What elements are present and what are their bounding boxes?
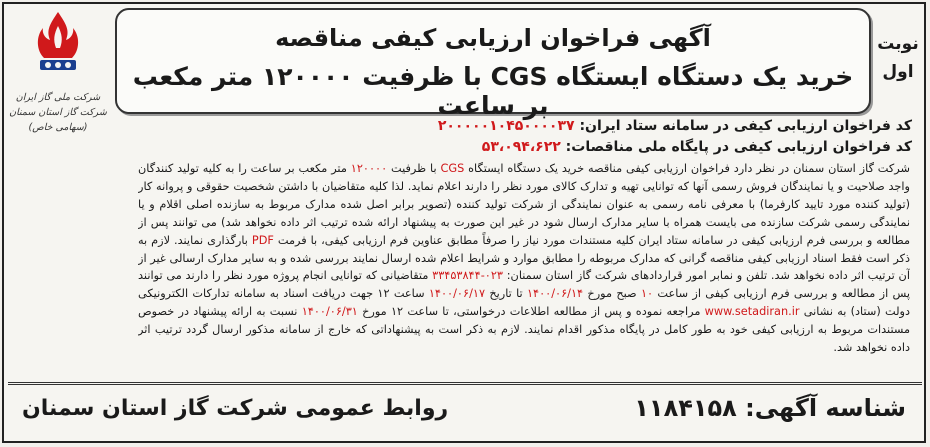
title-line-2: خرید یک دستگاه ایستگاه CGS با ظرفیت ۱۲۰۰۰۰ متر مکعب بر ساعت — [132, 62, 854, 120]
setad-url-link[interactable]: www.setadiran.ir — [704, 305, 800, 319]
phone-number: ۰۲۳-۳۳۴۵۳۸۴۴ — [432, 269, 503, 283]
ad-id: شناسه آگهی: ۱۱۸۴۱۵۸ — [634, 394, 906, 422]
end-date: ۱۴۰۰/۰۶/۱۷ — [428, 287, 486, 301]
body-p1-d: بارگذاری نمایند. لازم به ذکر است فقط اسناد ارزیابی کیفی مناقصه گرانی که مدارک مربوطه را مطابق موارد و شرایط اعلام شده ارسال نمایند بررسی شده و به سایر مدارک ارسالی غیر از آن ترتیب اثر داده نخواهد شد. تلفن و نمابر امور قراردادهای شرکت گاز استان سمنان: — [138, 233, 910, 283]
issue-value: اول — [882, 62, 914, 82]
setad-code-line — [438, 118, 912, 134]
capacity-value: ۱۲۰۰۰۰ — [350, 162, 388, 175]
logo-line-1: شرکت ملی گاز ایران — [15, 92, 101, 103]
setad-code-number: ۲۰۰۰۰۰۱۰۴۵۰۰۰۰۳۷ — [437, 118, 575, 134]
start-time: ۱۰ — [640, 287, 654, 301]
cgs-term: CGS — [440, 162, 465, 175]
body-p1-g: تا تاریخ — [489, 287, 523, 301]
ad-body-text — [138, 160, 910, 378]
national-code-line — [482, 139, 912, 155]
logo-line-2: شرکت گاز استان سمنان — [9, 107, 107, 118]
national-code-number: ۵۳،۰۹۴،۶۲۲ — [481, 139, 561, 155]
deadline-date: ۱۴۰۰/۰۶/۳۱ — [301, 305, 358, 319]
body-p1-b: با ظرفیت — [391, 162, 437, 175]
body-p1-h: ساعت ۱۲ جهت دریافت اسناد به سامانه تدارکات الکترونیکی دولت (ستاد) به نشانی — [138, 287, 910, 319]
body-p1-i: مراجعه نموده و پس از مطالعه اطلاعات درخواستی، تا ساعت ۱۲ مورخ — [362, 305, 701, 319]
footer-divider — [8, 382, 922, 385]
company-logo — [8, 6, 108, 176]
national-code-label: کد فراخوان ارزیابی کیفی در پایگاه ملی مناقصات: — [565, 139, 912, 155]
body-p1-e: متقاضیانی که توانایی انجام پروژه مورد نظر را دارند می توانند پس از مطالعه و بررسی فرم ارزیابی کیفی از ساعت — [138, 269, 910, 301]
title-line-1: آگهی فراخوان ارزیابی کیفی مناقصه — [275, 24, 711, 52]
body-p1-c: متر مکعب بر ساعت را به کلیه تولید کنندگان واجد صلاحیت و یا نمایندگان فروش رسمی آنها که توانایی تهیه و تدارک کالای مورد نظر را دارند اعلام نماید. لذا کلیه متقاضیان با داشتن شخصیت حقوقی و پروانه کار (تولید کننده مورد تایید کارفرما) با معرفی نامه رسمی به عنوان نمایندگی از شرکت تولید کننده (تصویر برابر اصل شده مدارک مربوط به سازنده اصلی اقلام و یا نمایندگی رسمی شرکت سازنده می بایست همراه با سایر مدارک ارسال شود در غیر این صورت به پیشنهاد ارائه شده ترتیب اثر داده نخواهد شد) می توانند پس از مطالعه و بررسی فرم ارزیابی کیفی در سامانه ستاد ایران کلیه مستندات مورد نیاز را صرفاً مطابق عناوین فرم ارزیابی کیفی، با فرمت — [138, 162, 910, 247]
body-p1: شرکت گاز استان سمنان در نظر دارد فراخوان ارزیابی کیفی مناقصه خرید یک دستگاه ایستگاه — [468, 162, 910, 175]
body-p1-j: نسبت به ارائه پیشنهاد در خصوص مستندات مربوط به ارزیابی کیفی خود به طور کامل در پایگاه مذکور اقدام نمایند. لازم به ذکر است به پیشنهاداتی که خارج از سامانه مذکور ارسال گردد ترتیب اثر داده نخواهد شد. — [138, 305, 910, 355]
start-date: ۱۴۰۰/۰۶/۱۴ — [526, 287, 584, 301]
setad-code-label: کد فراخوان ارزیابی کیفی در سامانه ستاد ایران: — [579, 118, 912, 134]
public-relations-signature: روابط عمومی شرکت گاز استان سمنان — [22, 396, 449, 421]
body-p1-f: صبح مورخ — [587, 287, 637, 301]
gas-flame-logo-icon — [30, 10, 86, 74]
issue-number — [874, 30, 922, 86]
pdf-term: PDF — [251, 233, 274, 247]
title-box — [115, 8, 871, 120]
logo-line-3: (سهامی خاص) — [28, 122, 88, 133]
issue-label: نوبت — [877, 34, 919, 54]
